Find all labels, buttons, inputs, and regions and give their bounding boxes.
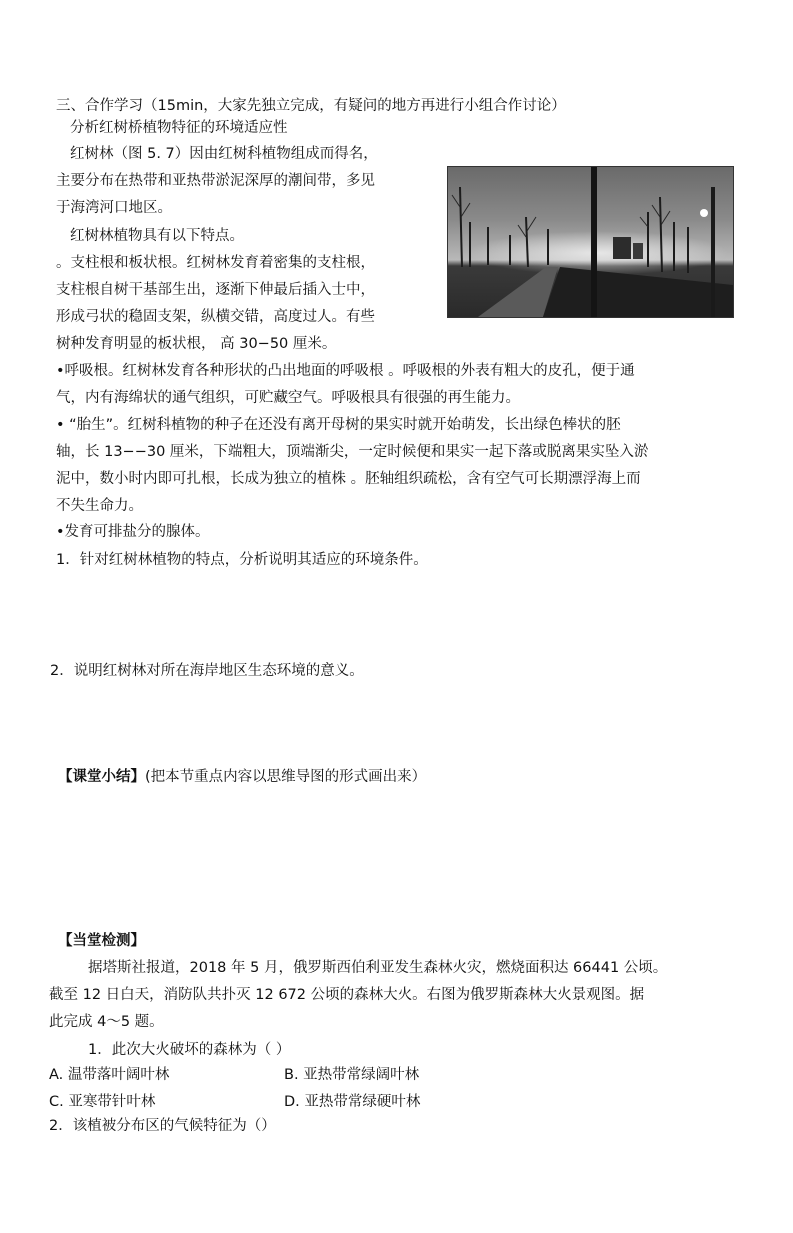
- passage-line-3: 此完成 4～5 题。: [49, 1014, 164, 1030]
- summary-label: 【课堂小结】: [58, 769, 145, 785]
- question-2: 2．说明红树林对所在海岸地区生态环境的意义。: [50, 663, 364, 679]
- intro-line-2: 主要分布在热带和亚热带淤泥深厚的潮间带，多见: [56, 173, 375, 189]
- option-a: A. 温带落叶阔叶林: [49, 1067, 170, 1083]
- prop-roots-line-3: 形成弓状的稳固支架，纵横交错，高度过人。有些: [56, 309, 375, 325]
- intro-line-3: 于海湾河口地区。: [56, 200, 172, 216]
- summary-text: (把本节重点内容以思维导图的形式画出来）: [145, 769, 427, 785]
- prop-roots-line-2: 支柱根自树干基部生出，逐渐下伸最后插入士中，: [56, 282, 375, 298]
- option-c: C. 亚寒带针叶林: [49, 1094, 156, 1110]
- question-1: 1．针对红树林植物的特点，分析说明其适应的环境条件。: [56, 552, 428, 568]
- vivipary-line-2: 轴，长 13−−30 厘米，下端粗大，顶端渐尖，一定时候便和果实一起下落或脱离果实坠入淤: [56, 444, 649, 460]
- breathing-roots-line-2: 气，内有海绵状的通气组织，可贮藏空气。呼吸根具有很强的再生能力。: [56, 390, 520, 406]
- vivipary-line-3: 泥中，数小时内即可扎根，长成为独立的植株 。胚轴组织疏松，含有空气可长期漂浮海上而: [56, 471, 641, 487]
- breathing-roots-line-1: •呼吸根。红树林发育各种形状的凸出地面的呼吸根 。呼吸根的外表有粗大的皮孔，便于通: [56, 363, 635, 379]
- landscape-photo: [447, 166, 734, 318]
- intro-line-1: 红树林（图 5. 7）因由红树科植物组成而得名，: [70, 146, 378, 162]
- salt-glands: •发育可排盐分的腺体。: [56, 524, 210, 540]
- test-question-2: 2．该植被分布区的气候特征为（）: [49, 1118, 276, 1134]
- vivipary-line-1: • “胎生”。红树科植物的种子在还没有离开母树的果实时就开始萌发，长出绿色棒状的胚: [56, 417, 621, 433]
- summary: [58, 767, 426, 787]
- passage-line-1: 据塔斯社报道，2018 年 5 月，俄罗斯西伯利亚发生森林火灾，燃烧面积达 66441 公顷。: [88, 960, 668, 976]
- section-subtitle: 分析红树桥植物特征的环境适应性: [70, 120, 288, 136]
- prop-roots-line-1: 。支柱根和板状根。红树林发育着密集的支柱根，: [56, 255, 375, 271]
- section-heading: 三、合作学习（15min，大家先独立完成，有疑问的地方再进行小组合作讨论）: [56, 98, 566, 114]
- test-label: 【当堂检测】: [58, 933, 145, 949]
- features-intro: 红树林植物具有以下特点。: [70, 228, 244, 244]
- test-question-1: 1．此次大火破坏的森林为（ ）: [88, 1042, 291, 1058]
- prop-roots-line-4: 树种发育明显的板状根， 高 30−50 厘米。: [56, 336, 337, 352]
- passage-line-2: 截至 12 日白天，消防队共扑灭 12 672 公顷的森林大火。右图为俄罗斯森林大火景观图。据: [49, 987, 645, 1003]
- vivipary-line-4: 不失生命力。: [56, 498, 143, 514]
- trees-illustration: [448, 167, 733, 317]
- option-d: D. 亚热带常绿硬叶林: [284, 1094, 421, 1110]
- option-b: B. 亚热带常绿阔叶林: [284, 1067, 420, 1083]
